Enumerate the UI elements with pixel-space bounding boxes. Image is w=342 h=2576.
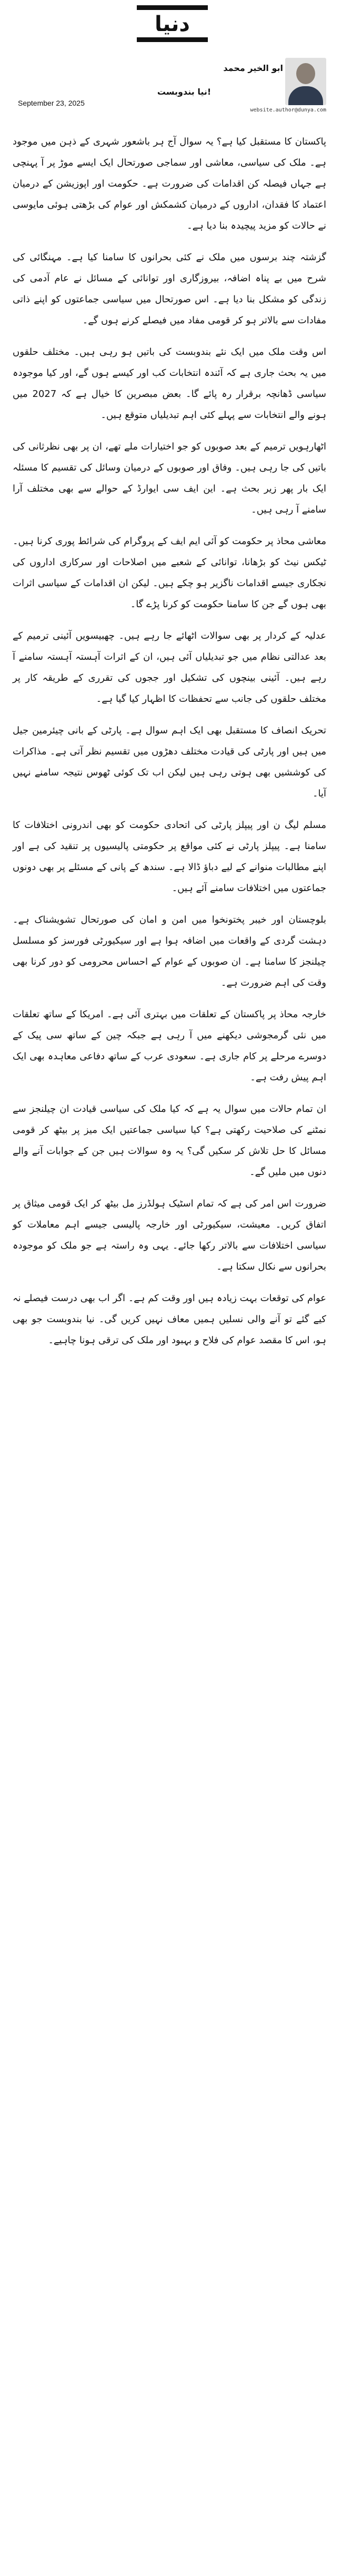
newspaper-logo (137, 5, 208, 42)
article-paragraph: ان تمام حالات میں سوال یہ ہے کہ کیا ملک کی سیاسی قیادت ان چیلنجز سے نمٹنے کی صلاحیت رکھتی ہے؟ کیا سیاسی جماعتیں ایک میز پر بیٹھ کر قومی مسائل کا حل تلاش کر سکیں گی؟ یہ وہ سوالات ہیں جن کے جوابات آنے والے دنوں میں ملیں گے۔ (13, 1103, 326, 1178)
publish-date: September 23, 2025 (18, 99, 85, 107)
article-paragraph: بلوچستان اور خیبر پختونخوا میں امن و امان کی صورتحال تشویشناک ہے۔ دہشت گردی کے واقعات میں اضافہ ہوا ہے اور سیکیورٹی فورسز کو مسلسل چیلنجز کا سامنا ہے۔ ان صوبوں کے عوام کے احساس محرومی کو دور کرنا بھی وقت کی اہم ضرورت ہے۔ (13, 914, 326, 988)
logo-text: دنیا (155, 12, 190, 36)
author-email: website.author@dunya.com (250, 107, 326, 113)
article-paragraph: ضرورت اس امر کی ہے کہ تمام اسٹیک ہولڈرز مل بیٹھ کر ایک قومی میثاق پر اتفاق کریں۔ معیشت، سیکیورٹی اور خارجہ پالیسی جیسے اہم معاملات کو سیاسی اختلافات سے بالاتر رکھا جائے۔ یہی وہ راستہ ہے جو ملک کو موجودہ بحرانوں سے نکال سکتا ہے۔ (13, 1198, 326, 1272)
article-paragraph: عوام کی توقعات بہت زیادہ ہیں اور وقت کم ہے۔ اگر اب بھی درست فیصلے نہ کیے گئے تو آنے والی نسلیں ہمیں معاف نہیں کریں گی۔ نیا بندوبست جو بھی ہو، اس کا مقصد عوام کی فلاح و بہبود اور ملک کی ترقی ہونا چاہیے۔ (13, 1293, 326, 1346)
article-paragraph: پاکستان کا مستقبل کیا ہے؟ یہ سوال آج ہر باشعور شہری کے ذہن میں موجود ہے۔ ملک کی سیاسی، معاشی اور سماجی صورتحال ایک ایسے موڑ پر آ پہنچی ہے جہاں فیصلہ کن اقدامات کی ضرورت ہے۔ حکومت اور اپوزیشن کے درمیان اعتماد کا فقدان، اداروں کے درمیان کشمکش اور عوام کی بڑھتی ہوئی مایوسی نے حالات کو مزید پیچیدہ بنا دیا ہے۔ (13, 136, 326, 231)
article-paragraph: معاشی محاذ پر حکومت کو آئی ایم ایف کے پروگرام کی شرائط پوری کرنا ہیں۔ ٹیکس نیٹ کو بڑھانا، توانائی کے شعبے میں اصلاحات اور سرکاری اداروں کی نجکاری جیسے اقدامات ناگزیر ہو چکے ہیں۔ لیکن ان اقدامات کے سیاسی اثرات بھی ہوں گے جن کا سامنا حکومت کو کرنا پڑے گا۔ (13, 536, 326, 610)
article-paragraph: مسلم لیگ ن اور پیپلز پارٹی کی اتحادی حکومت کو بھی اندرونی اختلافات کا سامنا ہے۔ پیپلز پارٹی نے کئی مواقع پر حکومتی پالیسیوں پر تنقید کی ہے اور اپنے مطالبات منوانے کے لیے دباؤ ڈالا ہے۔ سندھ کے پانی کے مسئلے پر بھی دونوں جماعتوں میں اختلافات سامنے آئے ہیں۔ (13, 820, 326, 894)
masthead (0, 0, 342, 113)
article-paragraph: اس وقت ملک میں ایک نئے بندوبست کی باتیں ہو رہی ہیں۔ مختلف حلقوں میں یہ بحث جاری ہے کہ آئندہ انتخابات کب اور کیسے ہوں گے، اور کیا موجودہ سیاسی ڈھانچہ برقرار رہ پائے گا۔ بعض مبصرین کا خیال ہے کہ 2027 میں ہونے والے انتخابات سے پہلے کئی اہم تبدیلیاں متوقع ہیں۔ (13, 346, 327, 421)
logo-bar-top (137, 5, 208, 10)
author-photo-head (296, 63, 315, 84)
article-paragraph: خارجہ محاذ پر پاکستان کے تعلقات میں بہتری آئی ہے۔ امریکا کے ساتھ تعلقات میں نئی گرمجوشی دیکھنے میں آ رہی ہے جبکہ چین کے ساتھ سی پیک کے دوسرے مرحلے پر کام جاری ہے۔ سعودی عرب کے ساتھ دفاعی معاہدہ بھی ایک اہم پیش رفت ہے۔ (13, 1009, 326, 1083)
article-paragraph: عدلیہ کے کردار پر بھی سوالات اٹھائے جا رہے ہیں۔ چھبیسویں آئینی ترمیم کے بعد عدالتی نظام میں جو تبدیلیاں آئی ہیں، ان کے اثرات آہستہ آہستہ سامنے آ رہے ہیں۔ آئینی بینچوں کی تشکیل اور ججوں کی تقرری کے طریقہ کار پر مختلف حلقوں کی جانب سے تحفظات کا اظہار کیا گیا ہے۔ (13, 630, 326, 704)
column-title: نیا بندوبست! (157, 87, 212, 97)
article-body (13, 131, 326, 1362)
article-paragraph: اٹھارہویں ترمیم کے بعد صوبوں کو جو اختیارات ملے تھے، ان پر بھی نظرثانی کی باتیں کی جا رہی ہیں۔ وفاق اور صوبوں کے درمیان وسائل کی تقسیم کا مسئلہ ایک بار پھر زیر بحث ہے۔ این ایف سی ایوارڈ کے حوالے سے بھی مختلف آرا سامنے آ رہی ہیں۔ (13, 441, 326, 515)
author-photo-shoulders (288, 86, 323, 105)
author-name: ابو الخیر محمد (223, 63, 283, 73)
logo-bar-bottom (137, 37, 208, 42)
article-paragraph: گزشتہ چند برسوں میں ملک نے کئی بحرانوں کا سامنا کیا ہے۔ مہنگائی کی شرح میں بے پناہ اضافہ، بیروزگاری اور توانائی کے مسائل نے عام آدمی کی زندگی کو مشکل بنا دیا ہے۔ اس صورتحال میں سیاسی جماعتوں کو اپنے ذاتی مفادات سے بالاتر ہو کر قومی مفاد میں فیصلے کرنے ہوں گے۔ (13, 252, 326, 326)
article-paragraph: تحریک انصاف کا مستقبل بھی ایک اہم سوال ہے۔ پارٹی کے بانی چیئرمین جیل میں ہیں اور پارٹی کی قیادت مختلف دھڑوں میں تقسیم نظر آتی ہے۔ مذاکرات کی کوششیں بھی ہوتی رہی ہیں لیکن اب تک کوئی ٹھوس نتیجہ سامنے نہیں آیا۔ (13, 725, 326, 799)
author-photo (285, 58, 326, 105)
